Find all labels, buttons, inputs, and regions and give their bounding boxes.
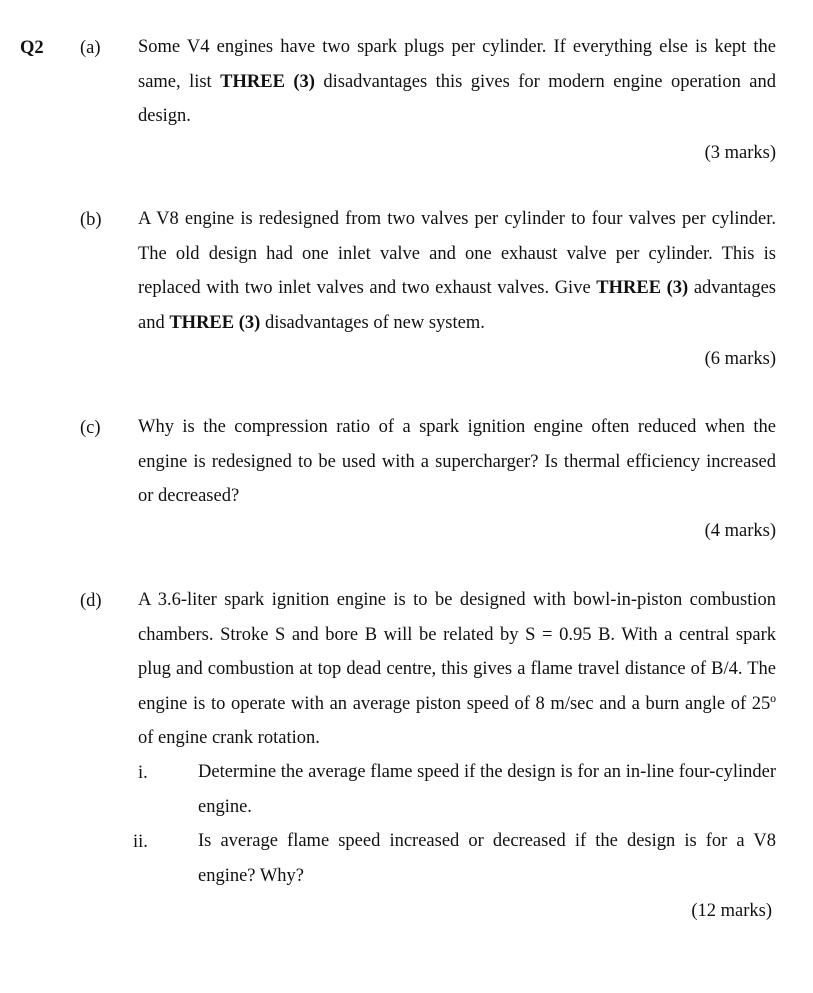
part-c-label: (c)	[80, 418, 101, 438]
part-c-text: Why is the compression ratio of a spark ignition engine often reduced when the engine is redesigned to be used with a supercharger? Is thermal efficiency increased or decreased?	[138, 417, 776, 506]
part-b-bold-1: THREE (3)	[596, 278, 689, 298]
question-number: Q2	[20, 38, 44, 58]
part-a-text-1: Some V4 engines have two spark plugs per cylinder. If everything else is kept the same, list	[138, 37, 776, 92]
part-b-bold-2: THREE (3)	[169, 312, 261, 333]
part-d-label: (d)	[80, 591, 102, 611]
part-d-sub-i-text: Determine the average flame speed if the design is for an in-line four-cylinder engine.	[198, 762, 776, 817]
part-b-text-2: advantages and	[138, 278, 777, 333]
part-a-text	[138, 30, 776, 134]
part-b-text	[138, 202, 776, 340]
part-b-text-3: disadvantages of new system.	[260, 312, 485, 333]
part-a-text-2: disadvantages this gives for modern engine operation and design.	[138, 71, 776, 126]
part-d-text: A 3.6-liter spark ignition engine is to be designed with bowl-in-piston combustion chambers. Stroke S and bore B will be related by S = 0.95 B. With a central spark plug and combustion at top dead centre, this gives a flame travel distance of B/4. The engine is to operate with an average piston speed of 8 m/sec and a burn angle of 25º of engine crank rotation.	[138, 590, 776, 748]
part-d-sub-ii-label: ii.	[133, 832, 148, 852]
part-d-sub-i-label: i.	[138, 763, 148, 783]
part-b-text-1: A V8 engine is redesigned from two valves per cylinder to four valves per cylinder. The old design had one inlet valve and one exhaust valve per cylinder. This is replaced with two inlet valves and two exhaust valves. Give	[138, 209, 776, 298]
part-b-marks: (6 marks)	[704, 349, 776, 369]
part-a-marks: (3 marks)	[704, 143, 776, 163]
part-d-sub-ii-text: Is average flame speed increased or decreased if the design is for a V8 engine? Why?	[198, 831, 776, 886]
part-b-label: (b)	[80, 210, 102, 230]
part-d-marks: (12 marks)	[691, 901, 772, 921]
part-a-bold-1: THREE (3)	[220, 71, 315, 92]
part-a-label: (a)	[80, 38, 101, 58]
part-c-marks: (4 marks)	[704, 521, 776, 541]
